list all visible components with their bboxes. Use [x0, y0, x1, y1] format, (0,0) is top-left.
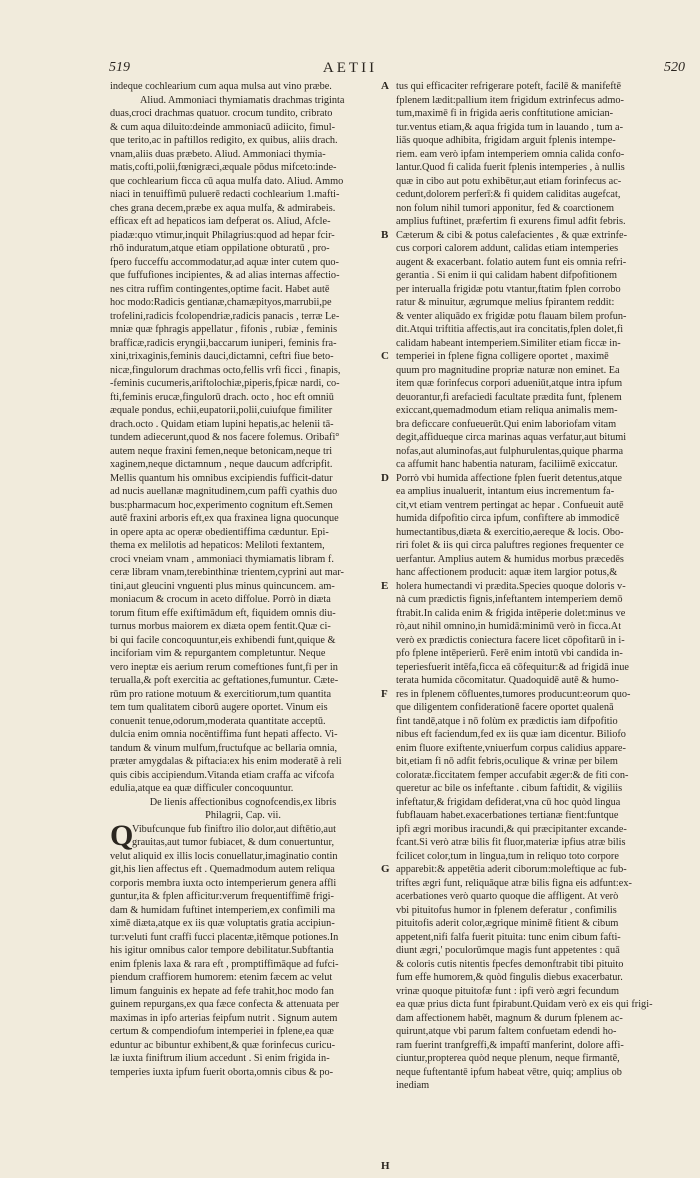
text-line: duas,croci drachmas quatuor. crocum tundito, cribrato	[110, 108, 333, 119]
text-line: terualla,& poft exercitia ac geftationes,fumuntur. Cæte-	[110, 675, 339, 686]
text-line: enim fluore exiftente,vniuerfum corpus calidius appare-	[396, 742, 626, 754]
text-line: xini,trixaginis,feminis dauci,dictamni, ceftri fiue beto-	[110, 351, 334, 362]
text-line: quis cibis accipiendum.Vitanda etiam craffa ac vifcofa	[110, 769, 335, 781]
text-line: grauitas,aut tumor fubiacet, & dum conuertuntur,	[132, 837, 335, 848]
text-line: -feminis cucumeris,ariftolochiæ,piperis,fpicæ nardi, co-	[110, 378, 340, 389]
text-line: diunt ægri,' poculorūmque magis funt appetentes : quā	[396, 945, 620, 956]
text-line: Mellis quantum his omnibus excipiendis fufficit-datur	[110, 472, 333, 484]
text-line: verò ex prædictis coniectura facere licet cōpofitarū in i-	[396, 634, 625, 646]
text-line: tem tum qualitatem ciborū augere oportet. Vinum eis	[110, 702, 328, 713]
left-text-column	[110, 80, 376, 1079]
text-line: hoc modo:Radicis gentianæ,chamæpityos,marrubii,pe	[110, 297, 332, 308]
text-line: fcilicet color,tum in lingua,tum in reliquo toto corpore	[396, 850, 619, 862]
text-line: nibus eft faciendum,fed ex iis quæ iam dicentur. Biliofo	[396, 729, 626, 740]
text-line: edulia,atque ea quæ difficuler concoquuntur.	[110, 783, 294, 794]
text-line: res in fplenem cōfluentes,tumores producunt:eorum quo-	[396, 688, 631, 700]
text-line: bus:pharmacum hoc,experimento cognitum eft.Semen	[110, 499, 333, 511]
text-line: indeque cochlearium cum aqua mulsa aut vino præbe.	[110, 81, 332, 92]
right-text-column	[396, 80, 666, 1093]
text-line: deuorantur,fi arefaciedi facultate prædita funt, fplenem	[396, 391, 622, 403]
text-line: præter amygdalas & piftacia:ex his enim moderatē à reli	[110, 756, 342, 767]
text-line: quum pro magnitudine propriæ naturæ non eminet. Ea	[396, 364, 620, 376]
text-line: tandum & vinum mulfum,fructufque ac bellaria omnia,	[110, 742, 338, 754]
text-line: certum & compendiofum intemperiei in fplene,ea quæ	[110, 1026, 334, 1037]
text-line: ipfi ægri moribus iracundi,& qui præcipitanter excande-	[396, 823, 627, 835]
text-line: queretur ac bile os infeftante . cibum faftidit, & vigiliis	[396, 783, 623, 794]
text-line: bra deficcare confueuerūt.Qui enim laboriofam vitam	[396, 418, 617, 430]
text-line: quirunt,atque vbi parum faltem confuetam edendi ho-	[396, 1026, 617, 1037]
text-line: læ iuxta finiftrum ilium accedunt . Si enim frigida in-	[110, 1053, 330, 1064]
text-line: maximas in ipfo arterias feipfum nutrit . Signum autem	[110, 1012, 338, 1024]
text-line: degit,affidueque circa marinas aquas verfatur,aut bitumi	[396, 432, 627, 443]
text-line: acerbationes verò quarto quoque die affligent. At verò	[396, 891, 619, 902]
text-line: lantur.Quod fi calida fuerit fplenis intemperies , à nullis	[396, 162, 625, 173]
text-line: rūm pro ratione motuum & exercitiorum,tum quantita	[110, 688, 332, 700]
text-line: hanc affectionem producit: aquæ item largior potus,&	[396, 567, 618, 578]
text-line: moniacum & crocum in aceto diffolue. Porrò in diæta	[110, 594, 331, 605]
text-line: dam affectionem habēt, magnum & durum fplenem ac-	[396, 1012, 623, 1024]
section-subheading: Philagrii, Cap. vii.	[205, 810, 281, 821]
section-heading: De lienis affectionibus cognofcendis,ex libris	[149, 796, 337, 808]
text-line: ram fuerint tranfgreffi,& impaftī manferint, dolore affi-	[396, 1039, 624, 1051]
page-number-left: 519	[109, 60, 130, 75]
text-line: fint tandē,atque i nō folùm ex prædictis iam difpofitio	[396, 715, 618, 727]
text-line: in opere apta ac operæ obedientiffima cæduntur. Epi-	[110, 526, 329, 538]
text-line: apparebit:& appetētia aderit ciborum:moleftique ac fub-	[396, 864, 627, 875]
margin-letter: B	[381, 228, 389, 241]
text-line: tur.ventus etiam,& aqua frigida tum in lauando , tum a-	[396, 121, 624, 133]
text-line: nà cum prædictis fignis,infeftantem intemperiem demō	[396, 594, 623, 605]
text-line: rò,aut nihil omnino,in humidā:minimū verò in ficca.At	[396, 621, 622, 632]
text-line: humida difpofitio circa ipfum, confiftere ab immodicē	[396, 513, 620, 524]
text-line: ea amplius inualuerit, intantum eius incrementum fa-	[396, 486, 615, 497]
text-line: brafficæ,radicis eryngii,baccarum iuniperi, feminis fra-	[110, 337, 337, 349]
text-line: non folum nihil tumori apponitur, fed & coarctionem	[396, 202, 615, 214]
text-line: que cochlearium ficca cū aqua mulfa dato. Aliud. Ammo	[110, 175, 344, 187]
text-line: niaci in tenuiffimū puluerē redacti cochlearium 1.mafti-	[110, 189, 340, 200]
text-line: guntur,ita & fplen afficitur:verum frequentiffimē frigi-	[110, 891, 334, 902]
text-line: git,his lien affectus eft . Quemadmodum autem reliqua	[110, 864, 335, 875]
text-line: mniæ quæ fphragis appellatur , fifonis , rubiæ , feminis	[110, 324, 338, 335]
drop-cap: Q	[110, 819, 134, 852]
text-line: bi qui facile concoquuntur,eis exhibendi funt,quique &	[110, 634, 336, 646]
text-line: fti,feminis erucæ,fingulorū drach. octo , hoc eft omniū	[110, 391, 334, 403]
text-line: & cum aqua diluito:deinde ammoniacū adiicito, fimul-	[110, 121, 336, 133]
text-line: liās quoque adhibita, frigidam arguit fplenis intempe-	[396, 135, 616, 146]
text-line: temperies iuxta ipfum fuerit oborta,omnis cibus & po-	[110, 1066, 334, 1078]
text-line: riem. eam verò ipfam intemperiem omnia calida confo-	[396, 148, 625, 160]
text-line: Cæterum & cibi & potus calefacientes , & quæ extrinfe-	[396, 229, 628, 241]
text-line: drach.octo . Quidam etiam lupini hepatis,ac helenii tā-	[110, 418, 334, 430]
text-line: velut aliquid ex illis locis conuellatur,imaginatio contin	[110, 850, 338, 862]
text-line: coloratæ.ficcitatem femper accufabit æger:& de fiti con-	[396, 769, 629, 781]
text-line: piadæ:quo vtimur,inquit Philagrius:quod ad hepar fcir-	[110, 229, 335, 241]
text-line: item quæ forinfecus corpori adueniūt,atque intra ipfum	[396, 378, 623, 389]
text-line: xaginem,neque dictamnum , neque daucum adfcripfit.	[110, 459, 333, 470]
text-line: terata humida cōcomitatur. Quadoquidē autē & humo-	[396, 675, 619, 686]
text-line: que terito,ac in paftillos redigito, ex quibus, aliis drach.	[110, 135, 338, 146]
text-line: que diligentem confiderationē facere oportet qualenā	[396, 702, 614, 713]
text-line: holera humectandi vi prædita.Species quoque doloris v-	[396, 580, 626, 592]
text-line: calidam habeant intemperiem.Similiter etiam ficcæ in-	[396, 337, 621, 349]
text-line: rhō induratum,atque etiam oppilatione obturatū , pro-	[110, 243, 330, 254]
text-line: quæ in cibo aut potu exhibētur,aut etiam forinfecus ac-	[396, 175, 622, 187]
text-line: guinem repurgans,ex qua fæce confecta & attenuata per	[110, 999, 340, 1010]
margin-letter: A	[381, 80, 389, 92]
text-line: tum,maximē fi in frigida aeris conftitutione amician-	[396, 108, 614, 119]
margin-letter: E	[381, 579, 389, 592]
text-line: enim fplenis laxa & rara eft , promptiffimāque ad fufci-	[110, 958, 339, 970]
text-line: & coloris cutis nitentis fpecfes demonftrabit tibi pituito	[396, 958, 624, 970]
text-line: fubflauam habet.exacerbationes tertianæ fient:funtque	[396, 810, 619, 821]
text-line: autem neque fraxini femen,neque betonicam,neque tri	[110, 445, 333, 457]
text-line: eduntur ac bibuntur exhibent,& quæ forinfecus curicu-	[110, 1039, 336, 1051]
text-line: infeftatur,& frigidam defiderat,vna cū hoc quòd lingua	[396, 796, 621, 808]
text-line: fum effe humorem,& quòd fingulis diebus exacerbatur.	[396, 972, 623, 983]
text-line: vero ineptæ eis aerium rerum comeftiones funt,fi per in	[110, 661, 338, 673]
text-line: thema ex melilotis ad hepaticos: Meliloti fextantem,	[110, 540, 325, 551]
text-line: tus qui efficaciter refrigerare poteft, facilē & manifeftē	[396, 81, 622, 92]
text-line: bit,etiam fi nō adfit febris,oculique & vrinæ per bilem	[396, 756, 618, 767]
text-line: pfo fplene intēperierū. Ferē enim intotū vbi candida in-	[396, 648, 623, 659]
text-line: autē fraxini arboris eft,ex qua fraxinea ligna quocunque	[110, 513, 339, 524]
text-line: limum fanguinis ex hepate ad fefe trahit,hoc modo fan	[110, 985, 334, 997]
text-line: ea quæ prius dicta funt fpirabunt.Quidam verò ex eis qui frigi-	[396, 999, 653, 1010]
text-line: neque fuftentantē ipfum habeat vētre, quiq; amplius ob	[396, 1066, 622, 1078]
text-line: ches grana decem,præbe ex aqua mulfa, & admirabeis.	[110, 202, 336, 214]
text-line: efficax eft ad hepaticos iam defperat os. Aliud, Afcle-	[110, 216, 331, 227]
text-line: pituitofis aderit color,ægrique minimē fitient & cibum	[396, 918, 619, 929]
text-line: turnus morbus maiorem ex diæta opem fentit.Quæ ci-	[110, 621, 331, 632]
text-line: ximē diæta,atque ex iis quæ voluptatis gratia accipiun-	[110, 918, 335, 929]
margin-letter: H	[381, 1160, 390, 1172]
margin-letter: G	[381, 863, 390, 875]
text-line: ratur & minuitur, ægrumque melius fpirantem reddit:	[396, 297, 615, 308]
text-line: matis,cofti,polii,fœnigræci,æquale pōdus mifceto:inde-	[110, 162, 337, 173]
margin-letter: F	[381, 687, 388, 700]
text-line: uerfantur. Amplius autem & humidus morbus præcedēs	[396, 553, 624, 565]
text-line: trofelini,radicis fcolopendriæ,radicis panacis , terræ Le-	[110, 310, 340, 322]
text-line: Vibufcunque fub finiftro ilio dolor,aut diftētio,aut	[132, 823, 337, 835]
text-line: exiccant,quemadmodum etiam reliqua animalis mem-	[396, 405, 618, 416]
text-line: riri folet & iis qui circa paluftres regiones frequenter ce	[396, 540, 624, 551]
text-line: nes citra ruffim contingentes,optime facit. Habet autē	[110, 283, 330, 295]
text-line: cit,vt etiam ventrem pertingat ac hepar . Confueuit autē	[396, 499, 624, 511]
text-line: cus corpori calorem addunt, calidas etiam intemperies	[396, 243, 619, 254]
text-line: ca affumit hanc habentia naturam, faciliimē exiccatur.	[396, 459, 618, 470]
text-line: augent & exacerbant. folatio autem funt eis omnia refri-	[396, 256, 627, 268]
text-line: per interualla frigidæ potu vtantur,ftatim fplen corrobo	[396, 283, 621, 295]
text-line: corporis membra iuxta octo intemperierum genera affli	[110, 877, 337, 889]
text-line: torum fitum effe exiftimādum eft, fiquidem omnis diu-	[110, 607, 336, 619]
text-line: conuenit tenue,odorum,moderata quantitate acceptū.	[110, 715, 326, 727]
text-line: humectantibus,diæta & exercitio,aereque & locis. Obo-	[396, 526, 624, 538]
text-line: & venter aliquādo ex frigidæ potu flauam bilem profun-	[396, 310, 627, 322]
running-header	[0, 60, 700, 78]
text-line: nicæ,fingulorum drachmas octo,fellis vrfi ficci , finapis,	[110, 364, 341, 376]
text-line: dam & humidam fuftinet intemperiem,ex confimili ma	[110, 904, 336, 916]
text-line: dulcia enim omnia nocēntiffima funt hepati affecto. Vi-	[110, 729, 338, 740]
text-line: ceræ libram vnam,terebinthinæ trientem,cyprini aut mar-	[110, 567, 344, 578]
text-line: nofas,aut aluminofas,aut fulphurulentas,quique pharma	[396, 445, 624, 457]
text-line: vbi pituitofus humor in fplenem deferatur , confimilis	[396, 904, 617, 916]
text-line: que fuffufiones incipientes, & ad alias internas affectio-	[110, 270, 340, 281]
text-line: piendum craffiorem humorem: etenim fæcem ac velut	[110, 972, 333, 983]
text-line: inediam	[396, 1080, 430, 1091]
text-line: dit.Atqui triftitia affectis,aut ira concitatis,fplen dolet,fi	[396, 324, 624, 335]
text-line: Aliud. Ammoniaci thymiamatis drachmas triginta	[140, 94, 345, 106]
text-line: appetent,nifi falfa fuerit pituita: tunc enim cibum fafti-	[396, 931, 621, 943]
text-line: vnam,aliis duas præbeto. Aliud. Ammoniaci thymia-	[110, 148, 326, 160]
text-line: gerantia . Si enim ii qui calidam habent difpofitionem	[396, 270, 618, 281]
text-line: teperiesfuerit intēfa,ficca eā cōfequitur:& ad frigidā inue	[396, 661, 629, 673]
text-line: tur:veluti funt craffi fucci placentæ,itēmque potiones.In	[110, 931, 339, 943]
text-line: ad nucis auellanæ magnitudinem,cum paffi cyathis duo	[110, 486, 338, 497]
text-line: his igitur omnibus calor tempore debilitatur.Subftantia	[110, 945, 334, 956]
text-line: amplius fuftinet, præfertim fi exurens fimul adfit febris.	[396, 216, 626, 227]
text-line: fcant.Si verò atræ bilis fit fluor,materiæ ipfius atræ bilis	[396, 837, 626, 848]
text-line: croci vneiam vnam , ammoniaci thymiamatis libram f.	[110, 553, 334, 565]
margin-letter: C	[381, 350, 389, 362]
text-line: tundem adiecerunt,quod & nos facere folemus. Oribafi°	[110, 432, 340, 443]
text-line: Porrò vbi humida affectione fplen fuerit detentus,atque	[396, 472, 622, 484]
text-line: æquale pondus, echii,eupatorii,polii,cuiufque fimiliter	[110, 405, 333, 416]
text-line: fpero fucceffu accommodatur,ad aquæ inter cutem quo-	[110, 256, 339, 268]
text-line: triftes ægri funt, reliquāque atræ bilis figna eis adfunt:ex-	[396, 877, 632, 889]
page-number-right: 520	[664, 60, 685, 75]
text-line: tini,aut gleucini vnguenti plus minus quincuncem. am-	[110, 580, 335, 592]
margin-letter: D	[381, 471, 389, 484]
text-line: fplenem lædit:pallium item frigidum extrinfecus admo-	[396, 94, 624, 106]
text-line: inciforiam vim & repurgantem completuntur. Neque	[110, 648, 326, 659]
running-title: AETII	[322, 60, 378, 76]
text-line: vrinæ quoque pituitofæ funt : ipfi verò ægri fecundum	[396, 985, 620, 997]
text-line: ciuntur,propterea quòd neque plenum, neque firmantē,	[396, 1053, 620, 1064]
text-line: ftrabit.In calida enim & frigida intēperie dolet:minus ve	[396, 607, 626, 619]
text-line: temperiei in fplene figna colligere oportet , maximē	[396, 351, 609, 362]
text-line: cedunt,dolorem perferī:& fi quidem caliditas augefcat,	[396, 189, 621, 200]
